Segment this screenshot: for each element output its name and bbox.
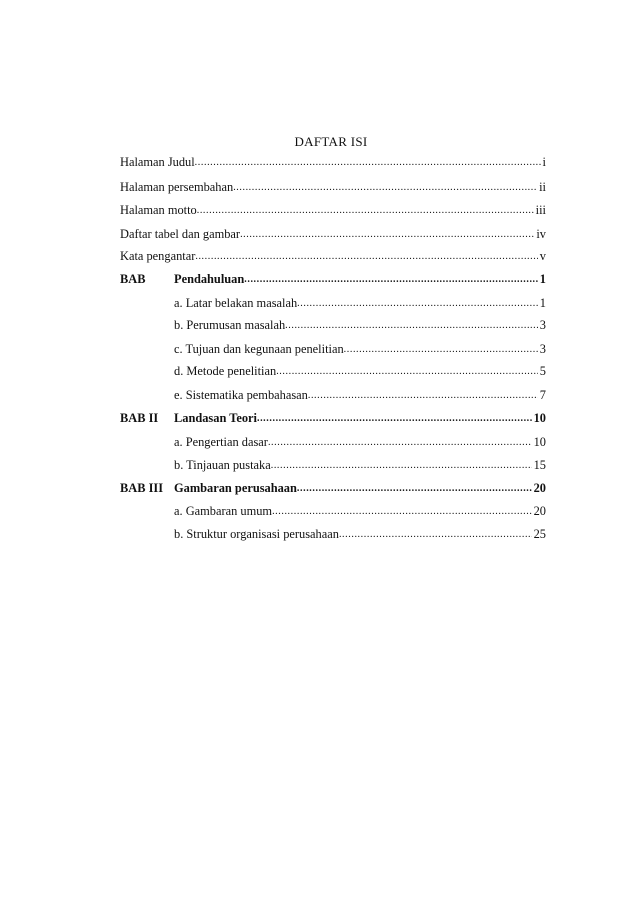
section-page: 5 [539, 364, 546, 378]
chapter-number: BAB III [120, 481, 164, 495]
toc-entry [120, 224, 546, 242]
section-page: 3 [539, 318, 546, 332]
toc-entry [120, 246, 546, 264]
toc-entry-label: Halaman Judul [120, 155, 195, 169]
section-page: 20 [533, 504, 546, 518]
dot-leader [257, 412, 532, 426]
toc-section [174, 455, 546, 473]
section-label: c. Tujuan dan kegunaan penelitian [174, 342, 344, 356]
toc-entry-page: iii [535, 203, 546, 217]
section-label: b. Struktur organisasi perusahaan [174, 527, 339, 541]
dot-leader [297, 297, 538, 311]
chapter-heading [120, 478, 546, 496]
page-title: DAFTAR ISI [294, 134, 368, 149]
toc-entry-label: Daftar tabel dan gambar [120, 227, 241, 241]
section-page: 1 [539, 296, 546, 310]
dot-leader [268, 436, 532, 450]
dot-leader [272, 505, 532, 519]
toc-entry [120, 152, 546, 170]
toc-entry-page: v [539, 249, 546, 263]
chapter-title: Gambaran perusahaan [174, 481, 297, 495]
section-page: 15 [533, 458, 546, 472]
dot-leader [297, 482, 532, 496]
dot-leader [195, 156, 541, 170]
toc-section [174, 361, 546, 379]
section-page: 25 [533, 527, 546, 541]
dot-leader [195, 250, 537, 264]
chapter-page: 10 [533, 411, 546, 425]
toc-entry [120, 177, 546, 195]
dot-leader [276, 365, 538, 379]
toc-section [174, 432, 546, 450]
section-label: a. Latar belakan masalah [174, 296, 298, 310]
chapter-number: BAB II [120, 411, 159, 425]
chapter-heading [120, 408, 546, 426]
toc-section [174, 501, 546, 519]
dot-leader [285, 319, 538, 333]
section-label: d. Metode penelitian [174, 364, 277, 378]
dot-leader [308, 389, 538, 403]
dot-leader [244, 273, 538, 287]
dot-leader [233, 181, 537, 195]
toc-entry-label: Halaman motto [120, 203, 197, 217]
chapter-number: BAB [120, 272, 146, 286]
toc-section [174, 385, 546, 403]
dot-leader [197, 204, 534, 218]
toc-entry-page: i [542, 155, 546, 169]
section-label: b. Perumusan masalah [174, 318, 286, 332]
section-page: 10 [533, 435, 546, 449]
dot-leader [339, 528, 532, 542]
section-page: 7 [539, 388, 546, 402]
toc-section [174, 315, 546, 333]
chapter-heading [120, 269, 546, 287]
toc-entry-label: Kata pengantar [120, 249, 196, 263]
dot-leader [240, 228, 534, 242]
dot-leader [271, 459, 532, 473]
toc-entry-label: Halaman persembahan [120, 180, 234, 194]
section-label: b. Tinjauan pustaka [174, 458, 271, 472]
section-page: 3 [539, 342, 546, 356]
chapter-title: Landasan Teori [174, 411, 257, 425]
toc-entry [120, 200, 546, 218]
section-label: e. Sistematika pembahasan [174, 388, 308, 402]
chapter-page: 1 [539, 272, 546, 286]
chapter-title: Pendahuluan [174, 272, 245, 286]
toc-section [174, 339, 546, 357]
dot-leader [344, 343, 538, 357]
toc-section [174, 293, 546, 311]
section-label: a. Pengertian dasar [174, 435, 268, 449]
chapter-page: 20 [533, 481, 546, 495]
section-label: a. Gambaran umum [174, 504, 273, 518]
toc-section [174, 524, 546, 542]
toc-entry-page: iv [536, 227, 546, 241]
toc-entry-page: ii [539, 180, 546, 194]
